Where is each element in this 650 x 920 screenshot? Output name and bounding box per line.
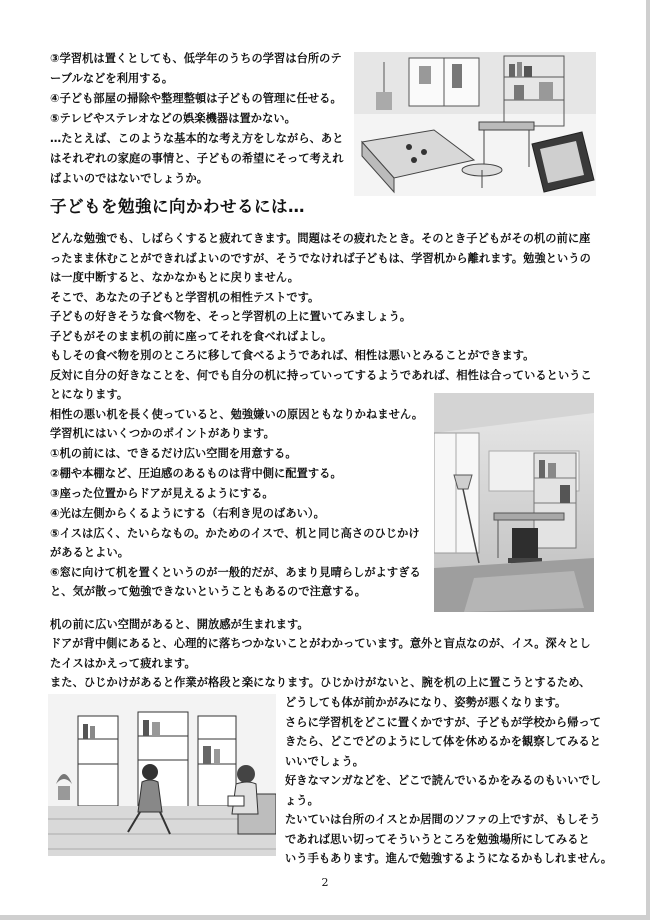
- page-edge-shadow: [0, 915, 650, 920]
- list-item: があるとよい。: [50, 546, 130, 559]
- text-line: であれば思い切ってそういうところを勉強場所にしてみると: [285, 833, 590, 846]
- list-item: と、気が散って勉強できないということもあるので注意する。: [50, 585, 367, 598]
- list-item: ①机の前には、できるだけ広い空間を用意する。: [50, 447, 297, 460]
- text-line: また、ひじかけがあると作業が格段と楽になります。ひじかけがないと、腕を机の上に置こうとするため、: [50, 676, 591, 689]
- list-item: ⑤イスは広く、たいらなもの。かためのイスで、机と同じ高さのひじかけ: [50, 527, 420, 540]
- text-line: 机の前に広い空間があると、開放感が生まれます。: [50, 618, 309, 631]
- text-line: ③学習机は置くとしても、低学年のうちの学習は台所のテ: [50, 52, 342, 65]
- page-edge-shadow: [646, 0, 650, 920]
- text-line: どうしても体が前かがみになり、姿勢が悪くなります。: [285, 696, 567, 709]
- text-line: ドアが背中側にあると、心理的に落ちつかないことがわかっています。意外と盲点なのが、イス。深々とし: [50, 637, 591, 650]
- text-line: 好きなマンガなどを、どこで読んでいるかをみるのもいいでし: [285, 774, 602, 787]
- study-room-photo: [434, 393, 594, 612]
- text-line: ⑤テレビやステレオなどの娯楽機器は置かない。: [50, 112, 296, 125]
- text-line: ったまま休むことができればよいのですが、そうでなければ子どもは、学習机から離れます。勉強というの: [50, 252, 591, 265]
- list-item: ③座った位置からドアが見えるようにする。: [50, 487, 274, 500]
- text-line: ④子ども部屋の掃除や整理整頓は子どもの管理に任せる。: [50, 92, 342, 105]
- text-line: もしその食べ物を別のところに移して食べるようであれば、相性は悪いとみることができます。: [50, 349, 535, 362]
- list-item: ⑥窓に向けて机を置くというのが一般的だが、あまり見晴らしがよすぎる: [50, 566, 421, 579]
- section-heading: 子どもを勉強に向かわせるには…: [50, 197, 305, 216]
- text-line: はそれぞれの家庭の事情と、子どもの希望にそって考えれ: [50, 152, 344, 165]
- text-line: ょう。: [285, 794, 319, 807]
- text-line: は一度中断すると、なかなかもとに戻りません。: [50, 271, 299, 284]
- text-line: 子どもの好きそうな食べ物を、そっと学習机の上に置いてみましょう。: [50, 310, 412, 323]
- text-line: …たとえば、このような基本的な考え方をしながら、あと: [50, 132, 344, 145]
- text-line: 反対に自分の好きなことを、何でも自分の机に持っていってするようであれば、相性は合っているというこ: [50, 369, 592, 382]
- text-line: さらに学習机をどこに置くかですが、子どもが学校から帰って: [285, 716, 602, 729]
- text-line: いう手もあります。進んで勉強するようになるかもしれません。: [285, 852, 613, 865]
- text-line: たいていは台所のイスとか居間のソファの上ですが、もしそう: [285, 813, 601, 826]
- text-line: そこで、あなたの子どもと学習机の相性テストです。: [50, 291, 320, 304]
- text-line: 相性の悪い机を長く使っていると、勉強嫌いの原因ともなりかねません。: [50, 408, 424, 421]
- girls-reading-illustration: [48, 694, 276, 856]
- text-line: ばよいのではないでしょうか。: [50, 172, 209, 185]
- children-room-illustration: [354, 52, 596, 196]
- list-item: ④光は左側からくるようにする（右利き児のばあい）。: [50, 507, 325, 520]
- text-line: 子どもがそのまま机の前に座ってそれを食べればよし。: [50, 330, 333, 343]
- list-item: ②棚や本棚など、圧迫感のあるものは背中側に配置する。: [50, 467, 342, 480]
- text-line: とになります。: [50, 388, 129, 401]
- text-line: たイスはかえって疲れます。: [50, 657, 196, 670]
- text-line: きたら、どこでどのようにして体を休めるかを観察してみると: [285, 735, 602, 748]
- text-line: いいでしょう。: [285, 755, 365, 768]
- text-line: どんな勉強でも、しばらくすると疲れてきます。問題はその疲れたとき。そのとき子どもがその机の前に座: [50, 232, 591, 245]
- text-line: 学習机にはいくつかのポイントがあります。: [50, 427, 275, 440]
- page-number: 2: [321, 876, 329, 889]
- text-line: ーブルなどを利用する。: [50, 72, 174, 85]
